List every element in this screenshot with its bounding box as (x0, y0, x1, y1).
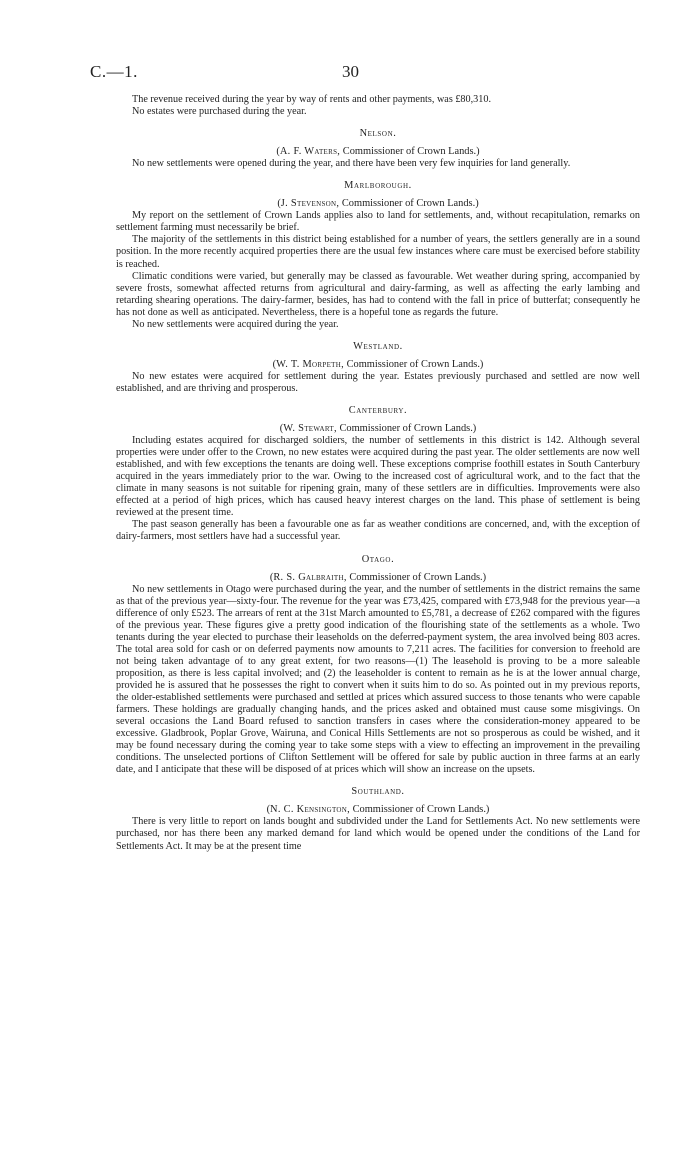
paragraph: No new settlements were acquired during the year. (132, 318, 339, 330)
commissioner-line: (N. C. Kensington, Commissioner of Crown Lands.) (266, 804, 490, 816)
paragraph: The revenue received during the year by way of rents and other payments, was £80,310. (132, 94, 491, 105)
page-body (116, 94, 640, 853)
commissioner-line: (W. Stewart, Commissioner of Crown Lands.) (279, 423, 477, 435)
paragraph: No new settlements were opened during the year, and there have been very few inquiries for land generally. (132, 158, 571, 170)
region-heading: Southland. (351, 786, 405, 798)
commissioner-name: J. Stevenson, (280, 198, 340, 210)
region-heading: Otago. (361, 553, 395, 565)
commissioner-name: N. C. Kensington, (270, 804, 350, 816)
commissioner-name: W. T. Morpeth, (276, 358, 344, 370)
section-marlborough (116, 180, 640, 331)
region-heading: Canterbury. (348, 404, 408, 416)
section-westland (116, 341, 640, 395)
page-number: 30 (342, 62, 359, 81)
section-nelson (116, 128, 640, 170)
commissioner-name: R. S. Galbraith, (273, 571, 347, 583)
paragraph: The past season generally has been a favourable one as far as weather conditions are concerned, and, with the exception of dairy-farmers, most settlers have had a successful year. (116, 519, 640, 543)
paragraph: There is very little to report on lands bought and subdivided under the Land for Settlements Act. No new settlements were purchased, nor has there been any marked demand for land which would be opened under the conditions of the Land for Settlements Act. It may be at the present time (116, 816, 640, 852)
commissioner-line: (R. S. Galbraith, Commissioner of Crown Lands.) (269, 571, 487, 583)
section-canterbury (116, 405, 640, 544)
paragraph: Including estates acquired for discharged soldiers, the number of settlements in this district is 142. Although several properties were under offer to the Crown, no new estates were acquired during the past year. The older settlements are now well established, and with few exceptions the tenants are doing well. These exceptions comprise foothill estates in South Canterbury acquired in the years immediately prior to the war. Owing to the increased cost of agricultural work, and to the fact that the climate in many seasons is not suitable for ripening grain, many of these settlers are in difficulties. Improvements were also effected at a period of high prices, which has caused heavy interest charges on the land. This phase of settlement is being reviewed at the present time. (116, 435, 640, 519)
paragraph: No new settlements in Otago were purchased during the year, and the number of settlements in the district remains the same as that of the previous year—sixty-four. The revenue for the year was £73,425, compared with £73,948 for the previous year—a difference of only £523. The arrears of rent at the 31st March amounted to £5,781, a decrease of £262 compared with the figures of the previous year. These figures give a pretty good indication of the flourishing state of the settlements as a whole. Two tenants during the year elected to purchase their leaseholds on the deferred-payment system, the area involved being 803 acres. The total area sold for cash or on deferred payments now amounts to 7,211 acres. The facilities for conversion to freehold are not being taken advantage of to any great extent, for two reasons—(1) The leasehold is proving to be a more saleable proposition, as there is less capital involved; and (2) the leaseholder is content to remain as he is at the lower annual charge, provided he is assured that he possesses the right to convert when it suits him to do so. As pointed out in my previous reports, the older-established settlements were purchased and settled at prices which assured success to those tenants who were capable farmers. These holdings are gradually changing hands, and the prices asked and obtained must cause some misgivings. On several occasions the Land Board refused to sanction transfers in cases where the consideration-money appeared to be excessive. Gladbrook, Poplar Grove, Wairuna, and Conical Hills Settlements are not so prosperous as could be wished, and it may be found necessary during the coming year to take some steps with a view to effecting an improvement in the prevailing conditions. The unselected portions of Clifton Settlement will be offered for sale by public auction in three farms at an early date, and I anticipate that these will be disposed of at prices which will show an increase on the upsets. (116, 583, 640, 776)
section-otago (116, 554, 640, 777)
section-southland (116, 786, 640, 852)
region-heading: Marlborough. (344, 180, 412, 192)
region-heading: Nelson. (359, 128, 397, 140)
commissioner-line: (A. F. Waters, Commissioner of Crown Lands.) (276, 146, 480, 158)
commissioner-line: (W. T. Morpeth, Commissioner of Crown Lands.) (272, 358, 484, 370)
region-heading: Westland. (353, 340, 403, 352)
commissioner-line: (J. Stevenson, Commissioner of Crown Lands.) (277, 198, 479, 210)
paragraph: My report on the settlement of Crown Lands applies also to land for settlements, and, without recapitulation, remarks on settlement farming must necessarily be brief. (116, 210, 640, 234)
paragraph: No estates were purchased during the year. (132, 106, 307, 118)
page-header (90, 62, 630, 84)
paragraph: No new estates were acquired for settlement during the year. Estates previously purchased and settled are now well established, and are thriving and prosperous. (116, 370, 640, 394)
paragraph: The majority of the settlements in this district being established for a number of years, the settlers generally are in a sound position. In the more recently acquired properties there are the usual few instances where care must be exercised before stability is reached. (116, 234, 640, 270)
commissioner-name: W. Stewart, (283, 423, 337, 435)
commissioner-name: A. F. Waters, (279, 146, 341, 158)
paragraph: Climatic conditions were varied, but generally may be classed as favourable. Wet weather during spring, accompanied by severe frosts, somewhat affected returns from agricultural and dairy-farming, as well as affecting the early lambing and retarding shearing operations. The dairy-farmer, besides, has had to contend with the fall in price of butterfat; consequently he has not done as well as anticipated. Nevertheless, there is a hopeful tone as regards the future. (116, 270, 640, 318)
document-code: C.—1. (90, 62, 138, 81)
